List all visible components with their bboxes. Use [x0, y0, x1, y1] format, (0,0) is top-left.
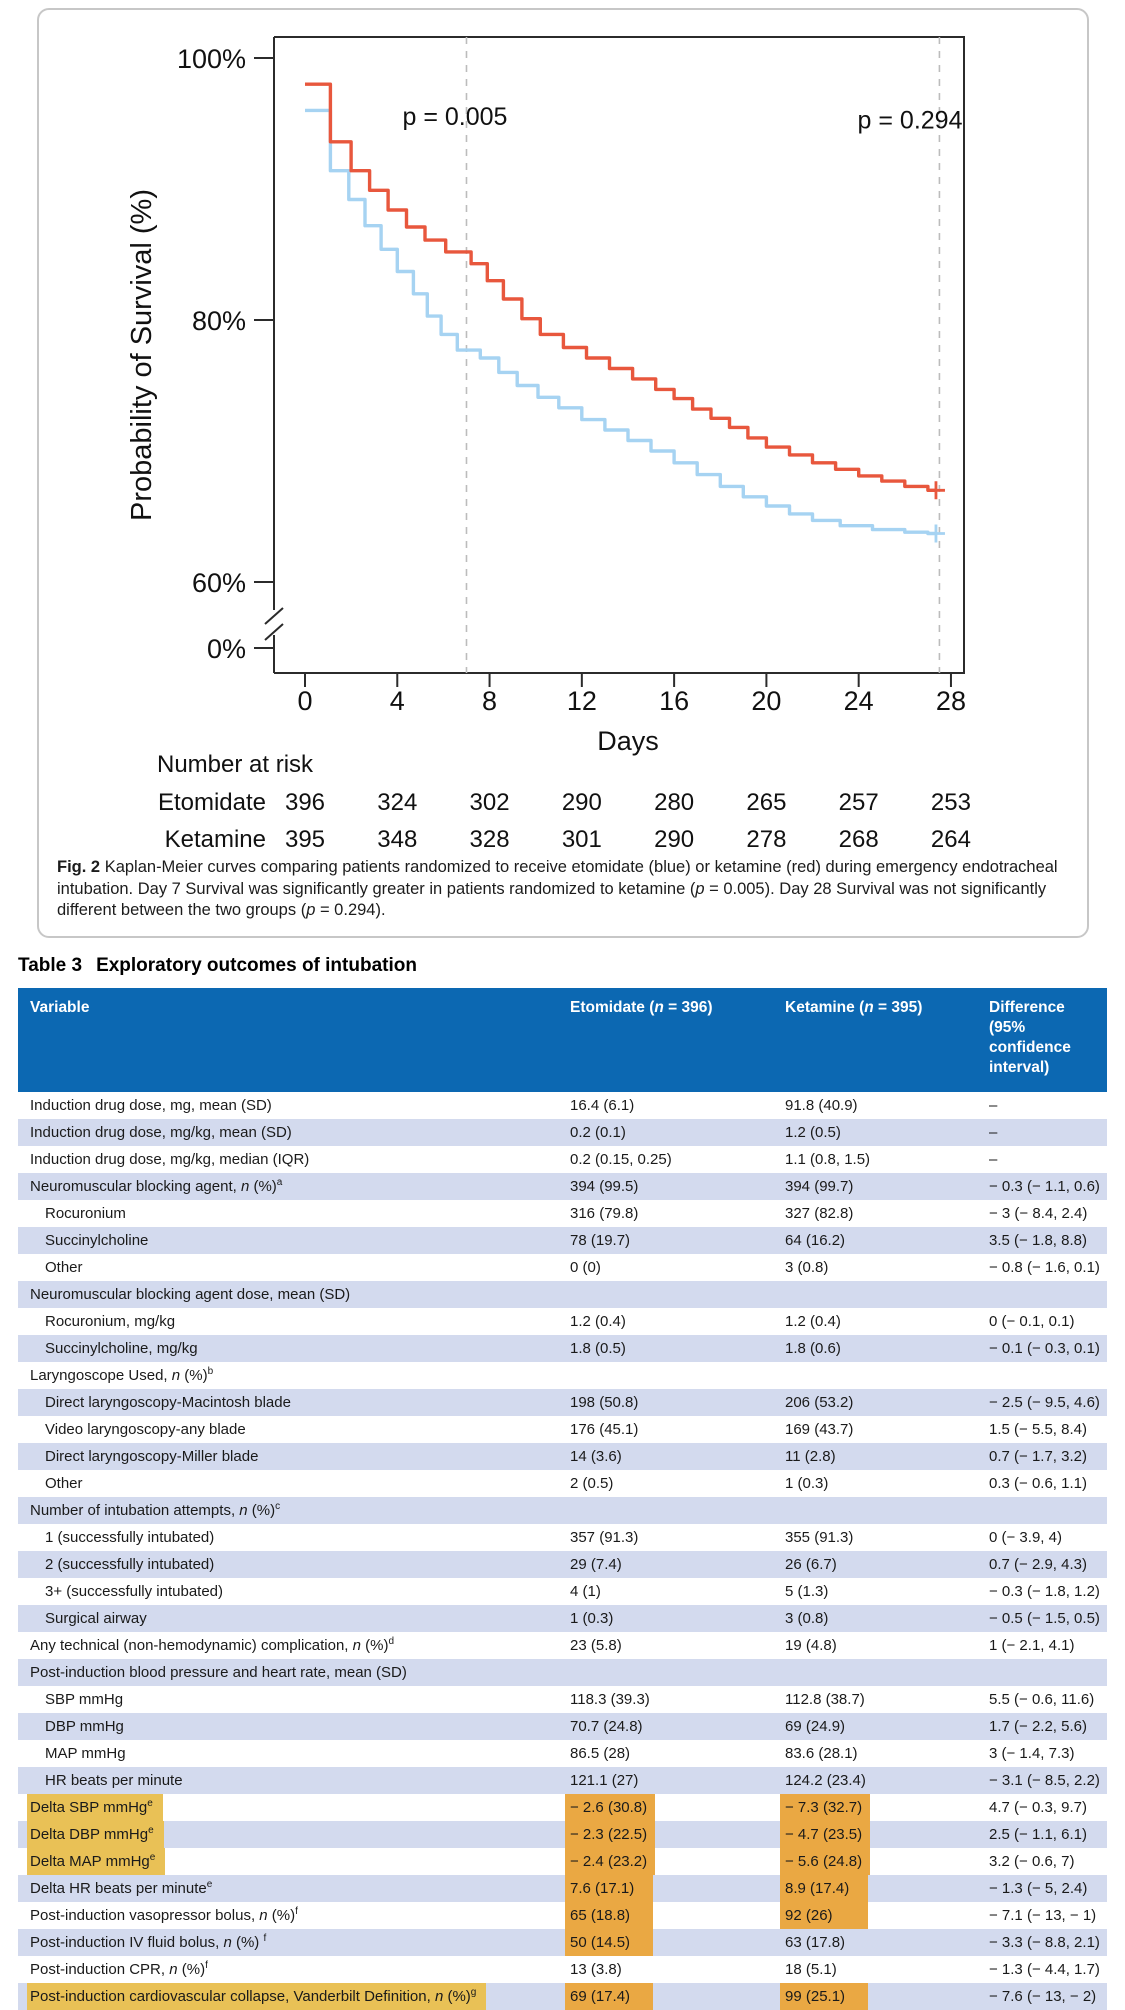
variable-cell: Post-induction CPR, n (%)$^f$	[30, 1959, 208, 1978]
etomidate-cell: 198 (50.8)	[570, 1393, 639, 1411]
difference-cell: 0 (− 3.9, 4)	[989, 1528, 1062, 1546]
etomidate-cell: 65 (18.8)	[560, 1902, 775, 1929]
table-row	[18, 1416, 1107, 1443]
ketamine-cell: − 5.6 (24.8)	[775, 1848, 979, 1875]
ketamine-cell	[775, 1659, 979, 1686]
x-tick-label: 0	[297, 686, 313, 716]
etomidate-cell	[560, 1497, 775, 1524]
variable-cell: Delta DBP mmHg$^e$	[18, 1821, 560, 1848]
ketamine-cell: − 7.3 (32.7)	[775, 1794, 979, 1821]
table-row	[18, 1848, 1107, 1875]
table-row	[18, 1956, 1107, 1983]
outcomes-table	[18, 988, 1107, 2010]
risk-count: 257	[838, 789, 879, 816]
table-row	[18, 1173, 1107, 1200]
table-row	[18, 1389, 1107, 1416]
risk-count: 265	[746, 789, 787, 816]
etomidate-cell: 70.7 (24.8)	[570, 1717, 643, 1735]
difference-cell: − 0.3 (− 1.8, 1.2)	[989, 1582, 1100, 1600]
risk-count: 328	[469, 826, 510, 853]
ketamine-cell: 26 (6.7)	[785, 1555, 837, 1573]
variable-cell: Video laryngoscopy-any blade	[45, 1420, 246, 1438]
difference-cell: − 3.3 (− 8.8, 2.1)	[989, 1933, 1100, 1951]
table-row	[18, 1767, 1107, 1794]
etomidate-cell: 78 (19.7)	[570, 1231, 631, 1249]
ketamine-cell: 169 (43.7)	[785, 1420, 854, 1438]
x-tick-label: 20	[751, 686, 782, 716]
etomidate-cell	[560, 1362, 775, 1389]
risk-count: 264	[930, 826, 971, 853]
difference-cell: 3.2 (− 0.6, 7)	[989, 1852, 1075, 1870]
variable-cell: 1 (successfully intubated)	[45, 1528, 215, 1546]
difference-cell: 0.3 (− 0.6, 1.1)	[989, 1474, 1087, 1492]
etomidate-cell: 14 (3.6)	[570, 1447, 622, 1465]
variable-cell: Delta SBP mmHg$^e$	[18, 1794, 560, 1821]
variable-cell: Post-induction IV fluid bolus, n (%) $^f$	[30, 1932, 267, 1951]
variable-cell: Any technical (non-hemodynamic) complication, n (%)$^d$	[30, 1635, 395, 1654]
variable-cell: Succinylcholine, mg/kg	[45, 1339, 198, 1357]
variable-cell: DBP mmHg	[45, 1717, 124, 1735]
difference-cell: − 1.3 (− 4.4, 1.7)	[989, 1960, 1100, 1978]
difference-cell: − 0.8 (− 1.6, 0.1)	[989, 1258, 1100, 1276]
difference-cell	[979, 1281, 1107, 1308]
table-row	[18, 1362, 1107, 1389]
ketamine-cell: 91.8 (40.9)	[785, 1096, 858, 1114]
difference-cell: 3 (− 1.4, 7.3)	[989, 1744, 1075, 1762]
ketamine-cell: 1.1 (0.8, 1.5)	[785, 1150, 871, 1168]
figure-caption-label: Fig. 2	[57, 858, 101, 876]
table-row	[18, 1659, 1107, 1686]
ketamine-cell: 1.2 (0.5)	[785, 1123, 841, 1141]
table-row	[18, 1524, 1107, 1551]
difference-cell: 1 (− 2.1, 4.1)	[989, 1636, 1075, 1654]
table-title	[18, 955, 1125, 977]
risk-count: 324	[377, 789, 418, 816]
etomidate-cell: 1.2 (0.4)	[570, 1312, 626, 1330]
risk-count: 278	[746, 826, 787, 853]
ketamine-cell: 355 (91.3)	[785, 1528, 854, 1546]
ketamine-cell	[775, 1281, 979, 1308]
table-row	[18, 1713, 1107, 1740]
risk-count: 253	[930, 789, 971, 816]
etomidate-cell: 16.4 (6.1)	[570, 1096, 635, 1114]
variable-cell: 2 (successfully intubated)	[45, 1555, 215, 1573]
variable-cell: Other	[45, 1258, 83, 1276]
p-value-annotation: p = 0.294	[857, 106, 963, 135]
ketamine-cell: 99 (25.1)	[775, 1983, 979, 2010]
table-row	[18, 1227, 1107, 1254]
table-title-label: Table 3	[18, 954, 83, 976]
variable-cell: Induction drug dose, mg/kg, mean (SD)	[30, 1123, 292, 1141]
table-row	[18, 1470, 1107, 1497]
variable-cell: Neuromuscular blocking agent, n (%)$^a$	[30, 1176, 283, 1195]
page	[0, 8, 1125, 2010]
difference-cell: 0.7 (− 1.7, 3.2)	[989, 1447, 1087, 1465]
table-row	[18, 1875, 1107, 1902]
difference-cell: 1.5 (− 5.5, 8.4)	[989, 1420, 1087, 1438]
ketamine-cell: 19 (4.8)	[785, 1636, 837, 1654]
col-header-difference: Difference (95% confidence interval)	[979, 988, 1107, 1092]
difference-cell: 1.7 (− 2.2, 5.6)	[989, 1717, 1087, 1735]
difference-cell: 5.5 (− 0.6, 11.6)	[989, 1690, 1095, 1708]
ketamine-cell: 327 (82.8)	[785, 1204, 854, 1222]
table-row	[18, 1821, 1107, 1848]
etomidate-cell: − 2.4 (23.2)	[560, 1848, 775, 1875]
table-row	[18, 1497, 1107, 1524]
variable-cell: Post-induction vasopressor bolus, n (%)$^f$	[30, 1905, 298, 1924]
table-row	[18, 1902, 1107, 1929]
ketamine-cell: 1.2 (0.4)	[785, 1312, 841, 1330]
table-title-text: Exploratory outcomes of intubation	[96, 954, 417, 976]
difference-cell: 0 (− 0.1, 0.1)	[989, 1312, 1075, 1330]
y-tick-label: 60%	[191, 568, 246, 598]
ketamine-cell: 124.2 (23.4)	[785, 1771, 866, 1789]
variable-cell: Direct laryngoscopy-Miller blade	[45, 1447, 259, 1465]
difference-cell: 2.5 (− 1.1, 6.1)	[989, 1825, 1087, 1843]
censor-mark-ketamine	[927, 481, 945, 499]
ketamine-cell: 112.8 (38.7)	[785, 1690, 865, 1708]
outcomes-tbody	[18, 1092, 1107, 2010]
etomidate-cell: 50 (14.5)	[560, 1929, 775, 1956]
variable-cell: 3+ (successfully intubated)	[45, 1582, 224, 1600]
etomidate-cell: 4 (1)	[570, 1582, 601, 1600]
variable-cell: Direct laryngoscopy-Macintosh blade	[45, 1393, 291, 1411]
table-row	[18, 1929, 1107, 1956]
table-row	[18, 1092, 1107, 1119]
ketamine-cell: 92 (26)	[775, 1902, 979, 1929]
etomidate-cell: 1.8 (0.5)	[570, 1339, 626, 1357]
etomidate-cell: 394 (99.5)	[570, 1177, 639, 1195]
x-tick-label: 12	[566, 686, 597, 716]
variable-cell: Succinylcholine	[45, 1231, 149, 1249]
table-row	[18, 1254, 1107, 1281]
variable-cell: Post-induction cardiovascular collapse, Vanderbilt Definition, n (%)$^g$	[18, 1983, 560, 2010]
ketamine-cell: 64 (16.2)	[785, 1231, 846, 1249]
table-row	[18, 1551, 1107, 1578]
y-tick-label: 0%	[206, 634, 246, 664]
variable-cell: Delta MAP mmHg$^e$	[18, 1848, 560, 1875]
table-row	[18, 1200, 1107, 1227]
variable-cell: Surgical airway	[45, 1609, 147, 1627]
kaplan-meier-chart	[39, 10, 1087, 855]
difference-cell: − 7.6 (− 13, − 2)	[989, 1987, 1097, 2005]
difference-cell	[979, 1362, 1107, 1389]
x-tick-label: 8	[482, 686, 498, 716]
figure-2-panel	[37, 8, 1089, 938]
table-row	[18, 1794, 1107, 1821]
etomidate-cell: 69 (17.4)	[560, 1983, 775, 2010]
ketamine-cell: 8.9 (17.4)	[775, 1875, 979, 1902]
difference-cell: 0.7 (− 2.9, 4.3)	[989, 1555, 1087, 1573]
table-row	[18, 1632, 1107, 1659]
x-tick-label: 4	[389, 686, 405, 716]
ketamine-cell: 69 (24.9)	[785, 1717, 846, 1735]
difference-cell: − 3 (− 8.4, 2.4)	[989, 1204, 1088, 1222]
ketamine-cell: 206 (53.2)	[785, 1393, 854, 1411]
y-axis-title: Probability of Survival (%)	[126, 189, 158, 521]
number-at-risk-title: Number at risk	[157, 751, 314, 778]
table-row	[18, 1308, 1107, 1335]
etomidate-cell: 121.1 (27)	[570, 1771, 639, 1789]
variable-cell: HR beats per minute	[45, 1771, 183, 1789]
variable-cell: Induction drug dose, mg/kg, median (IQR)	[30, 1150, 310, 1168]
table-row	[18, 1335, 1107, 1362]
etomidate-cell: − 2.6 (30.8)	[560, 1794, 775, 1821]
risk-count: 280	[654, 789, 695, 816]
risk-count: 302	[469, 789, 510, 816]
difference-cell: − 3.1 (− 8.5, 2.2)	[989, 1771, 1100, 1789]
difference-cell: − 0.5 (− 1.5, 0.5)	[989, 1609, 1100, 1627]
risk-count: 290	[561, 789, 602, 816]
table-row	[18, 1119, 1107, 1146]
outcomes-table-header	[18, 988, 1107, 1092]
x-tick-label: 24	[843, 686, 874, 716]
ketamine-cell: 3 (0.8)	[785, 1258, 829, 1276]
table-row	[18, 1443, 1107, 1470]
etomidate-cell: 23 (5.8)	[570, 1636, 622, 1654]
variable-cell: Neuromuscular blocking agent dose, mean (SD)	[30, 1285, 351, 1303]
difference-cell: − 1.3 (− 5, 2.4)	[989, 1879, 1088, 1897]
risk-count: 290	[654, 826, 695, 853]
etomidate-cell: 7.6 (17.1)	[560, 1875, 775, 1902]
risk-count: 395	[284, 826, 326, 853]
p-value-annotation: p = 0.005	[402, 102, 508, 131]
table-row	[18, 1740, 1107, 1767]
difference-cell: 3.5 (− 1.8, 8.8)	[989, 1231, 1087, 1249]
variable-cell: Rocuronium	[45, 1204, 126, 1222]
variable-cell: Delta HR beats per minute$^e$	[30, 1878, 213, 1897]
etomidate-cell: − 2.3 (22.5)	[560, 1821, 775, 1848]
ketamine-cell: 394 (99.7)	[785, 1177, 854, 1195]
etomidate-cell: 1 (0.3)	[570, 1609, 614, 1627]
ketamine-cell: 11 (2.8)	[785, 1447, 836, 1465]
ketamine-cell: 18 (5.1)	[785, 1960, 837, 1978]
risk-count: 348	[377, 826, 418, 853]
difference-cell	[979, 1497, 1107, 1524]
etomidate-cell	[560, 1659, 775, 1686]
y-tick-label: 100%	[176, 44, 246, 74]
risk-count: 396	[284, 789, 326, 816]
difference-cell: − 0.1 (− 0.3, 0.1)	[989, 1339, 1100, 1357]
risk-count: 301	[561, 826, 602, 853]
table-row	[18, 1281, 1107, 1308]
ketamine-cell: 1 (0.3)	[785, 1474, 829, 1492]
table-row	[18, 1983, 1107, 2010]
etomidate-cell	[560, 1281, 775, 1308]
difference-cell: − 7.1 (− 13, − 1)	[989, 1906, 1097, 1924]
etomidate-cell: 176 (45.1)	[570, 1420, 639, 1438]
difference-cell: –	[989, 1150, 998, 1168]
ketamine-cell: 5 (1.3)	[785, 1582, 829, 1600]
difference-cell: − 2.5 (− 9.5, 4.6)	[989, 1393, 1100, 1411]
ketamine-cell: − 4.7 (23.5)	[775, 1821, 979, 1848]
variable-cell: Post-induction blood pressure and heart rate, mean (SD)	[30, 1663, 407, 1681]
variable-cell: Induction drug dose, mg, mean (SD)	[30, 1096, 272, 1114]
variable-cell: Number of intubation attempts, n (%)$^c$	[30, 1500, 281, 1519]
difference-cell: − 0.3 (− 1.1, 0.6)	[989, 1177, 1100, 1195]
col-header-variable: Variable	[18, 988, 560, 1092]
ketamine-cell: 1.8 (0.6)	[785, 1339, 841, 1357]
figure-caption	[57, 857, 1069, 922]
etomidate-cell: 0.2 (0.15, 0.25)	[570, 1150, 672, 1168]
x-axis-title: Days	[597, 726, 659, 756]
difference-cell: –	[989, 1096, 998, 1114]
risk-count: 268	[838, 826, 879, 853]
y-tick-label: 80%	[191, 306, 246, 336]
table-row	[18, 1686, 1107, 1713]
variable-cell: MAP mmHg	[45, 1744, 126, 1762]
ketamine-cell	[775, 1362, 979, 1389]
x-tick-label: 28	[935, 686, 966, 716]
col-header-ketamine: Ketamine (n = 395)	[775, 988, 979, 1092]
difference-cell: –	[989, 1123, 998, 1141]
etomidate-cell: 2 (0.5)	[570, 1474, 614, 1492]
ketamine-cell: 83.6 (28.1)	[785, 1744, 858, 1762]
ketamine-cell: 3 (0.8)	[785, 1609, 829, 1627]
censor-mark-etomidate	[927, 525, 945, 543]
etomidate-cell: 316 (79.8)	[570, 1204, 639, 1222]
table-row	[18, 1605, 1107, 1632]
etomidate-cell: 29 (7.4)	[570, 1555, 622, 1573]
difference-cell	[979, 1659, 1107, 1686]
etomidate-cell: 13 (3.8)	[570, 1960, 622, 1978]
table-row	[18, 1578, 1107, 1605]
x-tick-label: 16	[659, 686, 690, 716]
table-row	[18, 1146, 1107, 1173]
variable-cell: Other	[45, 1474, 83, 1492]
col-header-etomidate: Etomidate (n = 396)	[560, 988, 775, 1092]
figure-caption-text: Kaplan-Meier curves comparing patients randomized to receive etomidate (blue) or ketamine (red) during emergency endotracheal intubation. Day 7 Survival was significantly greater in patients randomized to ketamine (p = 0.005). Day 28 Survival was not significantly different between the two groups (p = 0.294).	[57, 858, 1058, 919]
ketamine-cell	[775, 1497, 979, 1524]
difference-cell: 4.7 (− 0.3, 9.7)	[989, 1798, 1087, 1816]
ketamine-cell: 63 (17.8)	[785, 1933, 846, 1951]
etomidate-cell: 86.5 (28)	[570, 1744, 631, 1762]
variable-cell: SBP mmHg	[45, 1690, 124, 1708]
etomidate-cell: 118.3 (39.3)	[570, 1690, 650, 1708]
etomidate-cell: 0.2 (0.1)	[570, 1123, 626, 1141]
risk-group-label-etomidate: Etomidate	[157, 789, 266, 816]
etomidate-cell: 0 (0)	[570, 1258, 601, 1276]
variable-cell: Rocuronium, mg/kg	[45, 1312, 176, 1330]
variable-cell: Laryngoscope Used, n (%)$^b$	[30, 1365, 214, 1384]
risk-group-label-ketamine: Ketamine	[164, 826, 266, 853]
etomidate-cell: 357 (91.3)	[570, 1528, 639, 1546]
